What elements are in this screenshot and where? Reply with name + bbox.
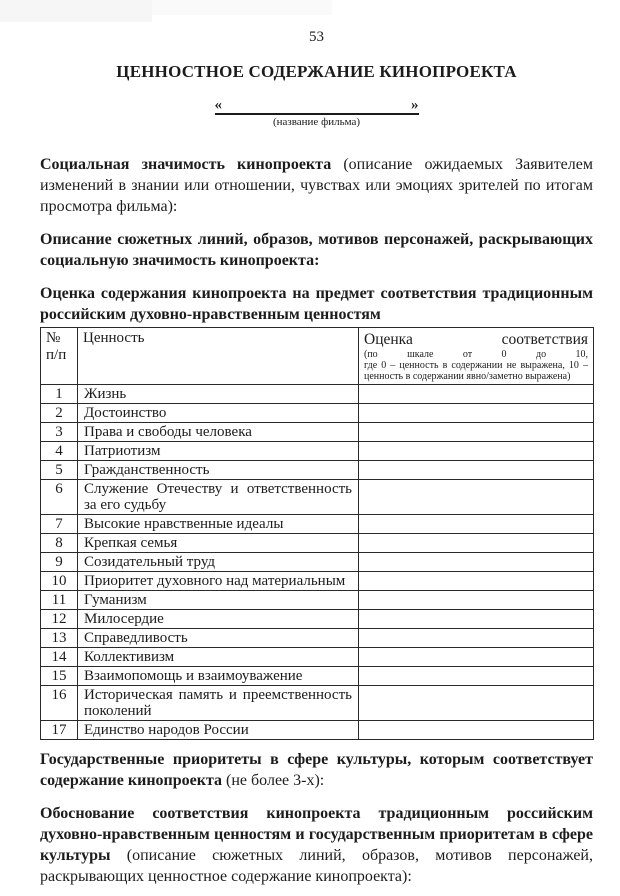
- score-cell: [359, 553, 594, 572]
- value-cell: Высокие нравственные идеалы: [78, 515, 359, 534]
- score-cell: [359, 648, 594, 667]
- score-cell: [359, 480, 594, 515]
- row-number-cell: 12: [41, 610, 78, 629]
- table-row: [41, 572, 594, 591]
- row-number-cell: 17: [41, 721, 78, 740]
- table-row: [41, 515, 594, 534]
- score-cell: [359, 629, 594, 648]
- table-row: [41, 480, 594, 515]
- value-cell: Права и свободы человека: [78, 423, 359, 442]
- score-cell: [359, 572, 594, 591]
- header-num: № п/п: [41, 328, 78, 385]
- table-row: [41, 686, 594, 721]
- table-row: [41, 629, 594, 648]
- header-score: [359, 328, 594, 385]
- score-cell: [359, 534, 594, 553]
- row-number-cell: 11: [41, 591, 78, 610]
- table-row: [41, 721, 594, 740]
- value-cell: Единство народов России: [78, 721, 359, 740]
- table-row: [41, 591, 594, 610]
- row-number-cell: 14: [41, 648, 78, 667]
- score-column-title: Оценка соответствия: [364, 331, 588, 348]
- row-number-cell: 8: [41, 534, 78, 553]
- score-cell: [359, 721, 594, 740]
- guillemet-open: «: [214, 97, 222, 113]
- score-cell: [359, 515, 594, 534]
- paragraph-rest: (описание сюжетных линий, образов, мотивов персонажей, раскрывающих ценностное содержание кинопроекта):: [40, 847, 593, 885]
- row-number-cell: 3: [41, 423, 78, 442]
- value-cell: Достоинство: [78, 404, 359, 423]
- value-cell: Жизнь: [78, 385, 359, 404]
- row-number-cell: 6: [41, 480, 78, 515]
- row-number-cell: 1: [41, 385, 78, 404]
- paragraph-lead: Оценка содержания кинопроекта на предмет соответствия традиционным российским духовно-нравственным ценностям: [40, 285, 593, 323]
- score-scale-note: ценность в содержании явно/заметно выражена): [364, 371, 571, 382]
- value-cell: Взаимопомощь и взаимоуважение: [78, 667, 359, 686]
- score-scale-note: (по шкале от 0 до 10,: [364, 349, 588, 360]
- paragraph-rest: (описание ожидаемых Заявителем изменений в знании или отношении, чувствах или эмоциях зрителей по итогам просмотра фильма):: [40, 156, 593, 215]
- score-cell: [359, 442, 594, 461]
- film-title-line: [215, 97, 419, 115]
- value-cell: Историческая память и преемственность поколений: [78, 686, 359, 721]
- value-cell: Милосердие: [78, 610, 359, 629]
- table-row: [41, 461, 594, 480]
- table-row: [41, 534, 594, 553]
- storylines-paragraph: [40, 229, 593, 271]
- justification-paragraph: [40, 803, 593, 887]
- paragraph-rest: (не более 3-х):: [222, 772, 325, 789]
- value-cell: Коллективизм: [78, 648, 359, 667]
- paragraph-lead: Государственные приоритеты в сфере культуры, которым соответствует содержание кинопроекта: [40, 751, 593, 789]
- page-number: 53: [309, 29, 324, 45]
- row-number-cell: 16: [41, 686, 78, 721]
- value-cell: Служение Отечеству и ответственность за его судьбу: [78, 480, 359, 515]
- value-cell: Гражданственность: [78, 461, 359, 480]
- score-cell: [359, 591, 594, 610]
- score-cell: [359, 461, 594, 480]
- row-number-cell: 15: [41, 667, 78, 686]
- scan-artifact: [0, 0, 152, 22]
- header-value: Ценность: [78, 328, 359, 385]
- state-priorities-paragraph: [40, 749, 593, 791]
- score-cell: [359, 610, 594, 629]
- row-number-cell: 9: [41, 553, 78, 572]
- table-row: [41, 442, 594, 461]
- score-cell: [359, 385, 594, 404]
- score-cell: [359, 686, 594, 721]
- table-row: [41, 667, 594, 686]
- value-cell: Крепкая семья: [78, 534, 359, 553]
- value-cell: Патриотизм: [78, 442, 359, 461]
- document-title: ЦЕННОСТНОЕ СОДЕРЖАНИЕ КИНОПРОЕКТА: [116, 62, 517, 81]
- paragraph-lead: Описание сюжетных линий, образов, мотивов персонажей, раскрывающих социальную значимость кинопроекта:: [40, 231, 593, 269]
- scan-artifact: [152, 0, 332, 15]
- paragraph-lead: Социальная значимость кинопроекта: [40, 156, 332, 173]
- table-row: [41, 610, 594, 629]
- table-row: [41, 648, 594, 667]
- film-title-caption: (название фильма): [272, 116, 361, 128]
- row-number-cell: 10: [41, 572, 78, 591]
- assessment-heading: [40, 283, 593, 325]
- score-cell: [359, 423, 594, 442]
- social-significance-paragraph: [40, 154, 593, 217]
- score-scale-note: где 0 – ценность в содержании не выражена, 10 –: [364, 360, 588, 371]
- row-number-cell: 2: [41, 404, 78, 423]
- row-number-cell: 5: [41, 461, 78, 480]
- table-row: [41, 553, 594, 572]
- row-number-cell: 13: [41, 629, 78, 648]
- row-number-cell: 7: [41, 515, 78, 534]
- values-table: [40, 327, 594, 740]
- table-row: [41, 423, 594, 442]
- table-row: [41, 404, 594, 423]
- value-cell: Приоритет духовного над материальным: [78, 572, 359, 591]
- table-row: [41, 385, 594, 404]
- row-number-cell: 4: [41, 442, 78, 461]
- value-cell: Созидательный труд: [78, 553, 359, 572]
- value-cell: Гуманизм: [78, 591, 359, 610]
- paragraph-lead: Обоснование соответствия кинопроекта традиционным российским духовно-нравственным ценностям и государственным приоритетам в сфере культуры: [40, 805, 593, 864]
- value-cell: Справедливость: [78, 629, 359, 648]
- score-cell: [359, 404, 594, 423]
- table-header-row: [41, 328, 594, 385]
- guillemet-close: »: [411, 97, 419, 113]
- score-cell: [359, 667, 594, 686]
